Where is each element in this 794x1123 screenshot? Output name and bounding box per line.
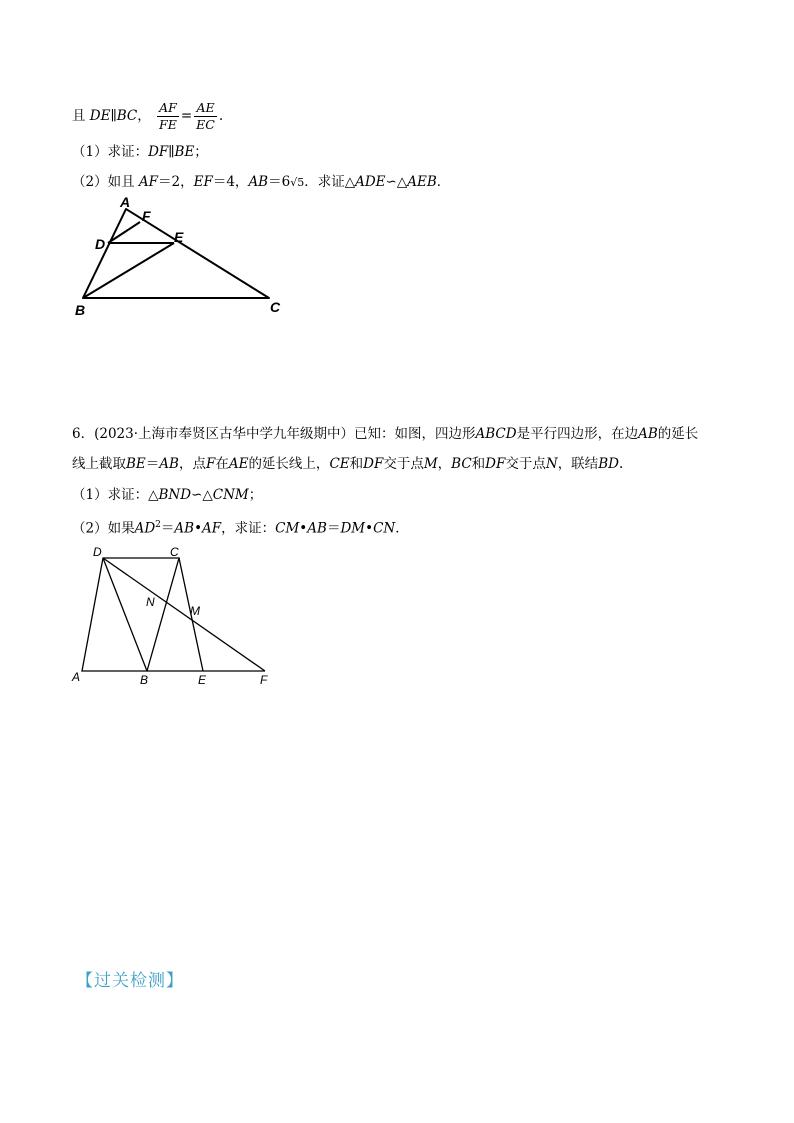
segment-df	[103, 558, 265, 671]
label-e: E	[174, 229, 184, 245]
problem6-part2: （2）如果$AD^2=AB•AF$，求证：CM•AB＝DM•CN．	[72, 520, 409, 537]
problem5-figure	[70, 195, 295, 320]
problem5-part1: （1）求证：DF∥BE；	[72, 144, 208, 160]
label-c: C	[270, 299, 281, 315]
label-m: M	[190, 604, 200, 618]
label-a: A	[72, 670, 81, 684]
parallelogram-abcd	[82, 558, 179, 671]
triangle-abc	[83, 209, 269, 298]
label-n: N	[146, 595, 155, 609]
label-a: A	[120, 195, 131, 210]
label-d: D	[95, 236, 106, 252]
problem5-condition: 且 DE∥BC， $\frac{AF}{FE}$ = $\frac{AE}{EC}$ .	[72, 100, 224, 132]
segment-df	[108, 222, 140, 243]
label-b: B	[75, 302, 86, 318]
label-f: F	[142, 208, 151, 224]
label-b: B	[140, 673, 149, 687]
label-e: E	[198, 673, 207, 687]
section-title: 【过关检测】	[76, 971, 184, 991]
problem5-part2: （2）如且 AF＝2，EF＝4，AB＝6√5．求证△ADE∽△AEB．	[72, 174, 451, 190]
label-f: F	[260, 673, 268, 687]
problem6-line1: 6．(2023·上海市奉贤区古华中学九年级期中）已知：如图，四边形ABCD是平行四边形，在边AB的延长	[72, 426, 699, 442]
fraction-ae-ec: $\frac{AE}{EC}$	[196, 100, 215, 132]
label-c: C	[170, 545, 179, 559]
problem6-line2: 线上截取BE＝AB，点F在AE的延长线上，CE和DF交于点M，BC和DF交于点N，联结BD.	[72, 456, 624, 472]
problem6-part1: （1）求证：△BND∽△CNM；	[72, 487, 263, 503]
problem6-figure	[68, 543, 278, 688]
label-d: D	[93, 545, 102, 559]
segment-bd	[103, 558, 147, 671]
fraction-af-fe: $\frac{AF}{FE}$	[159, 100, 177, 132]
